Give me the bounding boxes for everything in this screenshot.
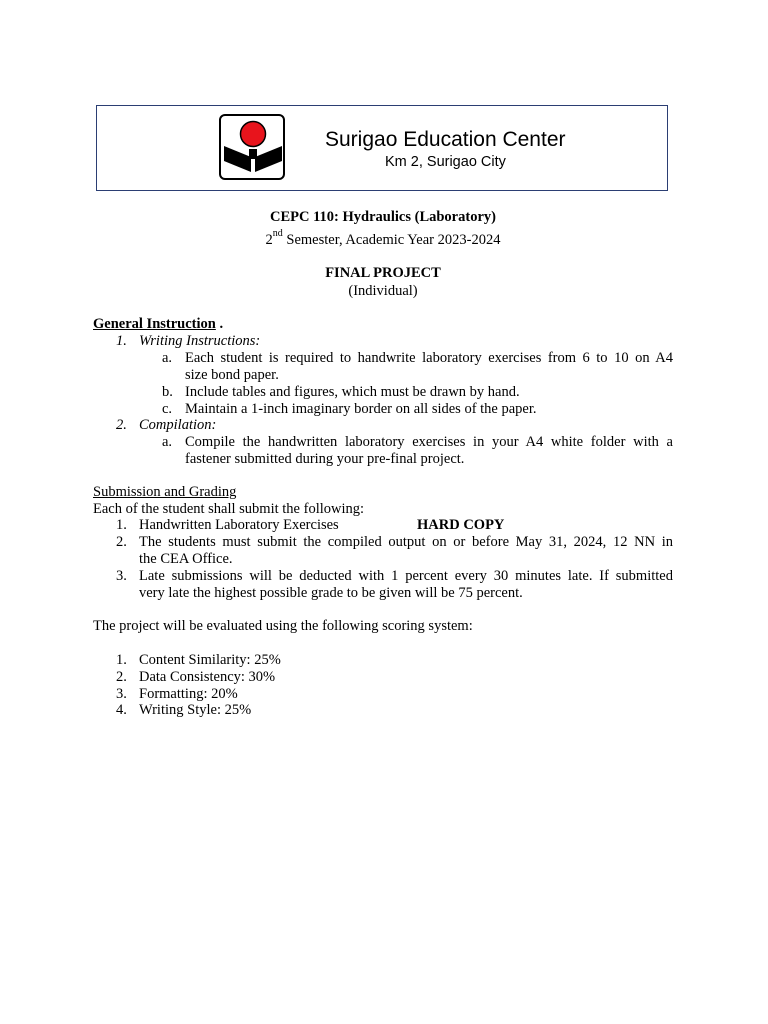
writing-sub-b-text: Include tables and figures, which must be drawn by hand.: [185, 384, 520, 400]
scoring-item-3-number: 3.: [116, 686, 127, 702]
submission-heading: Submission and Grading: [93, 484, 237, 500]
semester-suffix: nd: [272, 228, 283, 240]
submission-item-3-line2: very late the highest possible grade to be given will be 75 percent.: [139, 585, 523, 601]
scoring-item-3-text: Formatting: 20%: [139, 686, 238, 702]
semester-text: Semester, Academic Year 2023-2024: [282, 232, 501, 248]
writing-instructions-label: Writing Instructions:: [139, 333, 261, 349]
general-instruction-heading: [93, 316, 223, 333]
general-heading-tail: .: [215, 316, 224, 332]
compilation-label: Compilation:: [139, 417, 217, 433]
scoring-item-2-number: 2.: [116, 669, 127, 685]
submission-item-2-line1: The students must submit the compiled output on or before May 31, 2024, 12 NN in: [139, 534, 673, 550]
writing-item-number: 1.: [116, 333, 127, 349]
writing-sub-a-line1: Each student is required to handwrite laboratory exercises from 6 to 10 on A4: [185, 350, 673, 366]
writing-sub-a-line2: size bond paper.: [185, 367, 279, 383]
institution-address: Km 2, Surigao City: [385, 154, 506, 170]
writing-sub-c-letter: c.: [162, 401, 173, 417]
scoring-item-1-text: Content Similarity: 25%: [139, 652, 281, 668]
scoring-item-2-text: Data Consistency: 30%: [139, 669, 276, 685]
submission-item-1-text: Handwritten Laboratory Exercises: [139, 517, 339, 533]
project-subtitle: (Individual): [348, 283, 418, 299]
submission-item-2-line2: the CEA Office.: [139, 551, 233, 567]
compilation-sub-a-line2: fastener submitted during your pre-final project.: [185, 451, 465, 467]
writing-sub-c-text: Maintain a 1-inch imaginary border on all sides of the paper.: [185, 401, 537, 417]
submission-intro: Each of the student shall submit the following:: [93, 501, 365, 517]
submission-item-1-number: 1.: [116, 517, 127, 533]
scoring-item-4-text: Writing Style: 25%: [139, 702, 252, 718]
scoring-intro: The project will be evaluated using the following scoring system:: [93, 618, 473, 634]
submission-item-3-number: 3.: [116, 568, 127, 584]
header-box: [96, 105, 668, 191]
writing-sub-a-letter: a.: [162, 350, 173, 366]
semester-number: 2: [265, 232, 273, 248]
submission-item-3-line1: Late submissions will be deducted with 1 percent every 30 minutes late. If submitted: [139, 568, 673, 584]
compilation-item-number: 2.: [116, 417, 127, 433]
school-logo-icon: [219, 114, 285, 180]
compilation-sub-a-letter: a.: [162, 434, 173, 450]
submission-item-2-number: 2.: [116, 534, 127, 550]
project-title: FINAL PROJECT: [325, 265, 441, 281]
hard-copy-tag: HARD COPY: [417, 517, 505, 533]
general-heading-text: General Instruction: [93, 316, 216, 332]
compilation-sub-a-line1: Compile the handwritten laboratory exercises in your A4 white folder with a: [185, 434, 673, 450]
institution-name: Surigao Education Center: [325, 128, 566, 151]
writing-sub-b-letter: b.: [162, 384, 173, 400]
scoring-item-1-number: 1.: [116, 652, 127, 668]
scoring-item-4-number: 4.: [116, 702, 127, 718]
course-title: CEPC 110: Hydraulics (Laboratory): [270, 209, 496, 225]
semester-line: [93, 228, 673, 249]
